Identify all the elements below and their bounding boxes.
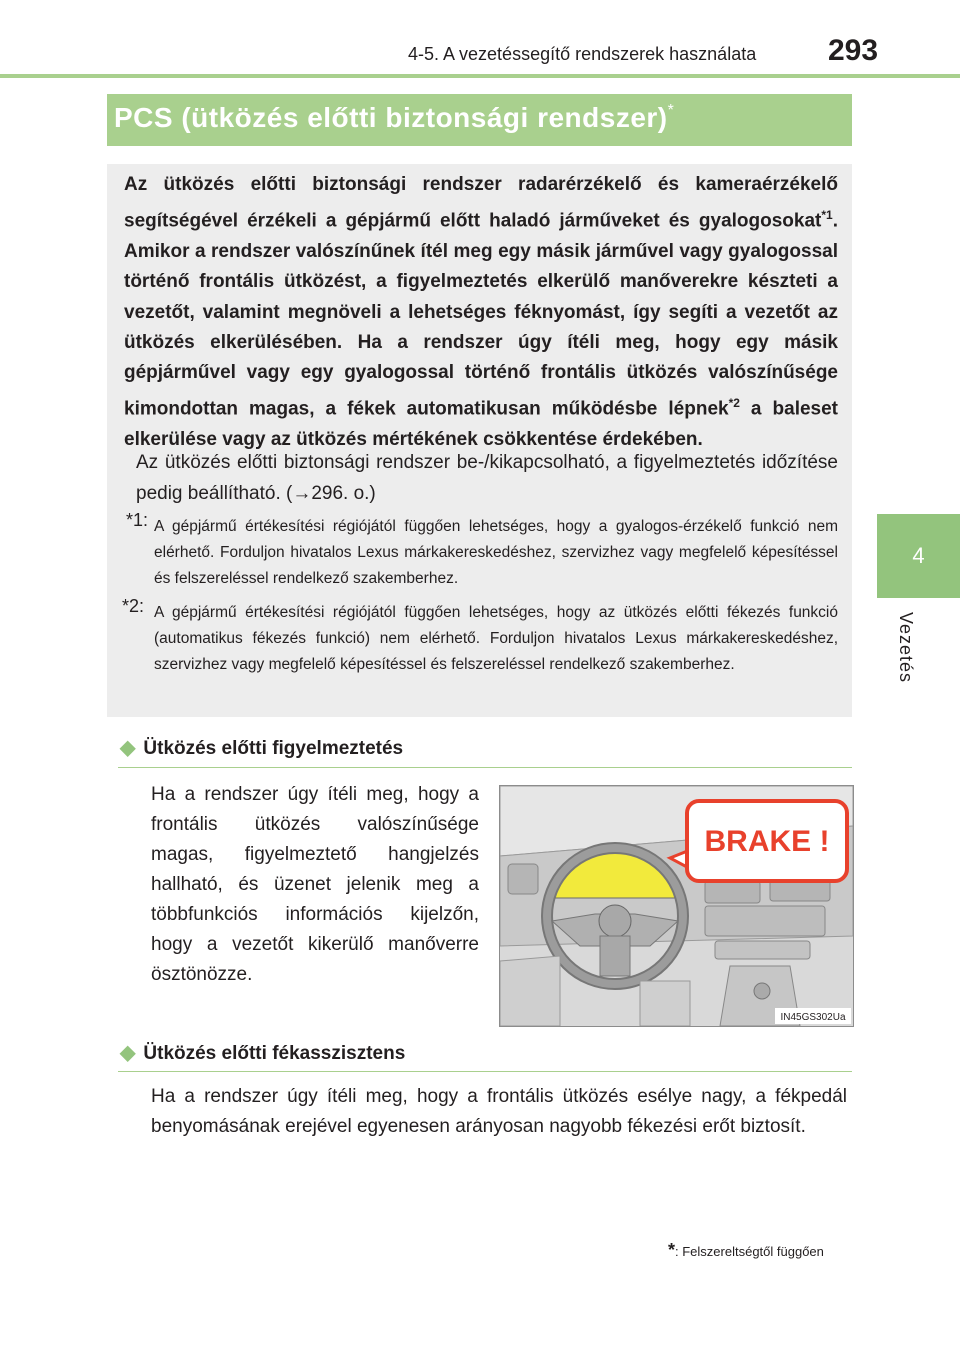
bottom-footnote-text: : Felszereltségtől függően (675, 1244, 824, 1259)
chapter-name-label: Vezetés (896, 612, 916, 684)
footnote-1: A gépjármű értékesítési régiójától függően lehetséges, hogy a gyalogos-érzékelő funkció nem elérhető. Forduljon hivatalos Lexus márkakereskedéshez, szervizhez vagy megfelelő képesítéssel és felszereléssel rendelkező szakemberhez. (154, 518, 838, 587)
bottom-footnote (668, 1240, 824, 1261)
section-heading-brake-assist (120, 1040, 405, 1065)
chapter-name-vertical (892, 612, 932, 692)
intro-part-2: . Amikor a rendszer valószínűnek ítél meg egy másik járművel vagy gyalogossal történő frontális ütközést, a figyelmeztetés elkerülő manőverekre készteti a vezetőt, valamint megnöveli a lehetséges féknyomást, így segíti a vezetőt az ütközés elkerülésében. Ha a rendszer úgy ítéli meg, hogy egy másik gépjárművel vagy egy gyalogossal történő frontális ütközés valószínűsége kimondottan magas, a fékek automatikusan működésbe lépnek (124, 210, 838, 420)
page-title (114, 102, 674, 134)
dashboard-drawing (500, 786, 853, 1026)
brake-callout-text: BRAKE ! (704, 825, 830, 858)
section-heading-warning-text: Ütközés előtti figyelmeztetés (143, 738, 404, 759)
header-divider (0, 74, 960, 78)
dashboard-illustration (499, 785, 854, 1027)
section-heading-brake-assist-text: Ütközés előtti fékasszisztens (143, 1043, 406, 1064)
intro-part-3: a baleset elkerülése vagy az ütközés mértékének csökkentése érdekében. (124, 398, 838, 451)
intro-part-1: Az ütközés előtti biztonsági rendszer radarérzékelő és kameraérzékelő segítségével érzékeli a gépjármű előtt haladó járműveket és gyalogosokat (124, 174, 838, 232)
section-body-warning: Ha a rendszer úgy ítéli meg, hogy a frontális ütközés valószínűsége magas, figyelmeztető hangjelzés hallható, és üzenet jelenik meg a többfunkciós információs kijelzőn, hogy a vezetőt kikerülő manőverre ösztönözze. (151, 784, 479, 985)
section-divider-1 (118, 767, 852, 768)
image-code: IN45GS302Ua (780, 1012, 846, 1023)
chapter-tab: 4 (877, 514, 960, 598)
page-number: 293 (828, 34, 879, 67)
footnote-ref-2: *2 (728, 396, 740, 411)
diamond-bullet-icon: ◆ (120, 737, 136, 759)
footnote-mark-2: *2: (122, 596, 145, 616)
bottom-footnote-symbol: * (668, 1240, 676, 1260)
section-heading-warning (120, 735, 403, 760)
footnote-ref-1: *1 (821, 208, 833, 223)
footnote-2: A gépjármű értékesítési régiójától függően lehetséges, hogy az ütközés előtti fékezés funkció (automatikus fékezés funkció) nem elérhető. Forduljon hivatalos Lexus márkakereskedéshez, szervizhez vagy megfelelő képesítéssel és felszereléssel rendelkező szakemberhez. (154, 604, 838, 673)
section-body-brake-assist: Ha a rendszer úgy ítéli meg, hogy a frontális ütközés esélye nagy, a fékpedál benyomásának erejével egyenesen arányosan nagyobb fékezési erőt biztosít. (151, 1086, 847, 1137)
settings-note: Az ütközés előtti biztonsági rendszer be-/kikapcsolható, a figyelmeztetés időzítése pedig beállítható. (→296. o.) (136, 452, 838, 504)
header-section-title: 4-5. A vezetéssegítő rendszerek használata (408, 44, 757, 64)
footnote-mark-1: *1: (126, 510, 149, 530)
section-divider-2 (118, 1071, 852, 1072)
title-asterisk: * (667, 102, 675, 119)
diamond-bullet-icon: ◆ (120, 1042, 136, 1064)
intro-paragraph (124, 170, 838, 455)
page-title-text: PCS (ütközés előtti biztonsági rendszer) (114, 102, 668, 133)
